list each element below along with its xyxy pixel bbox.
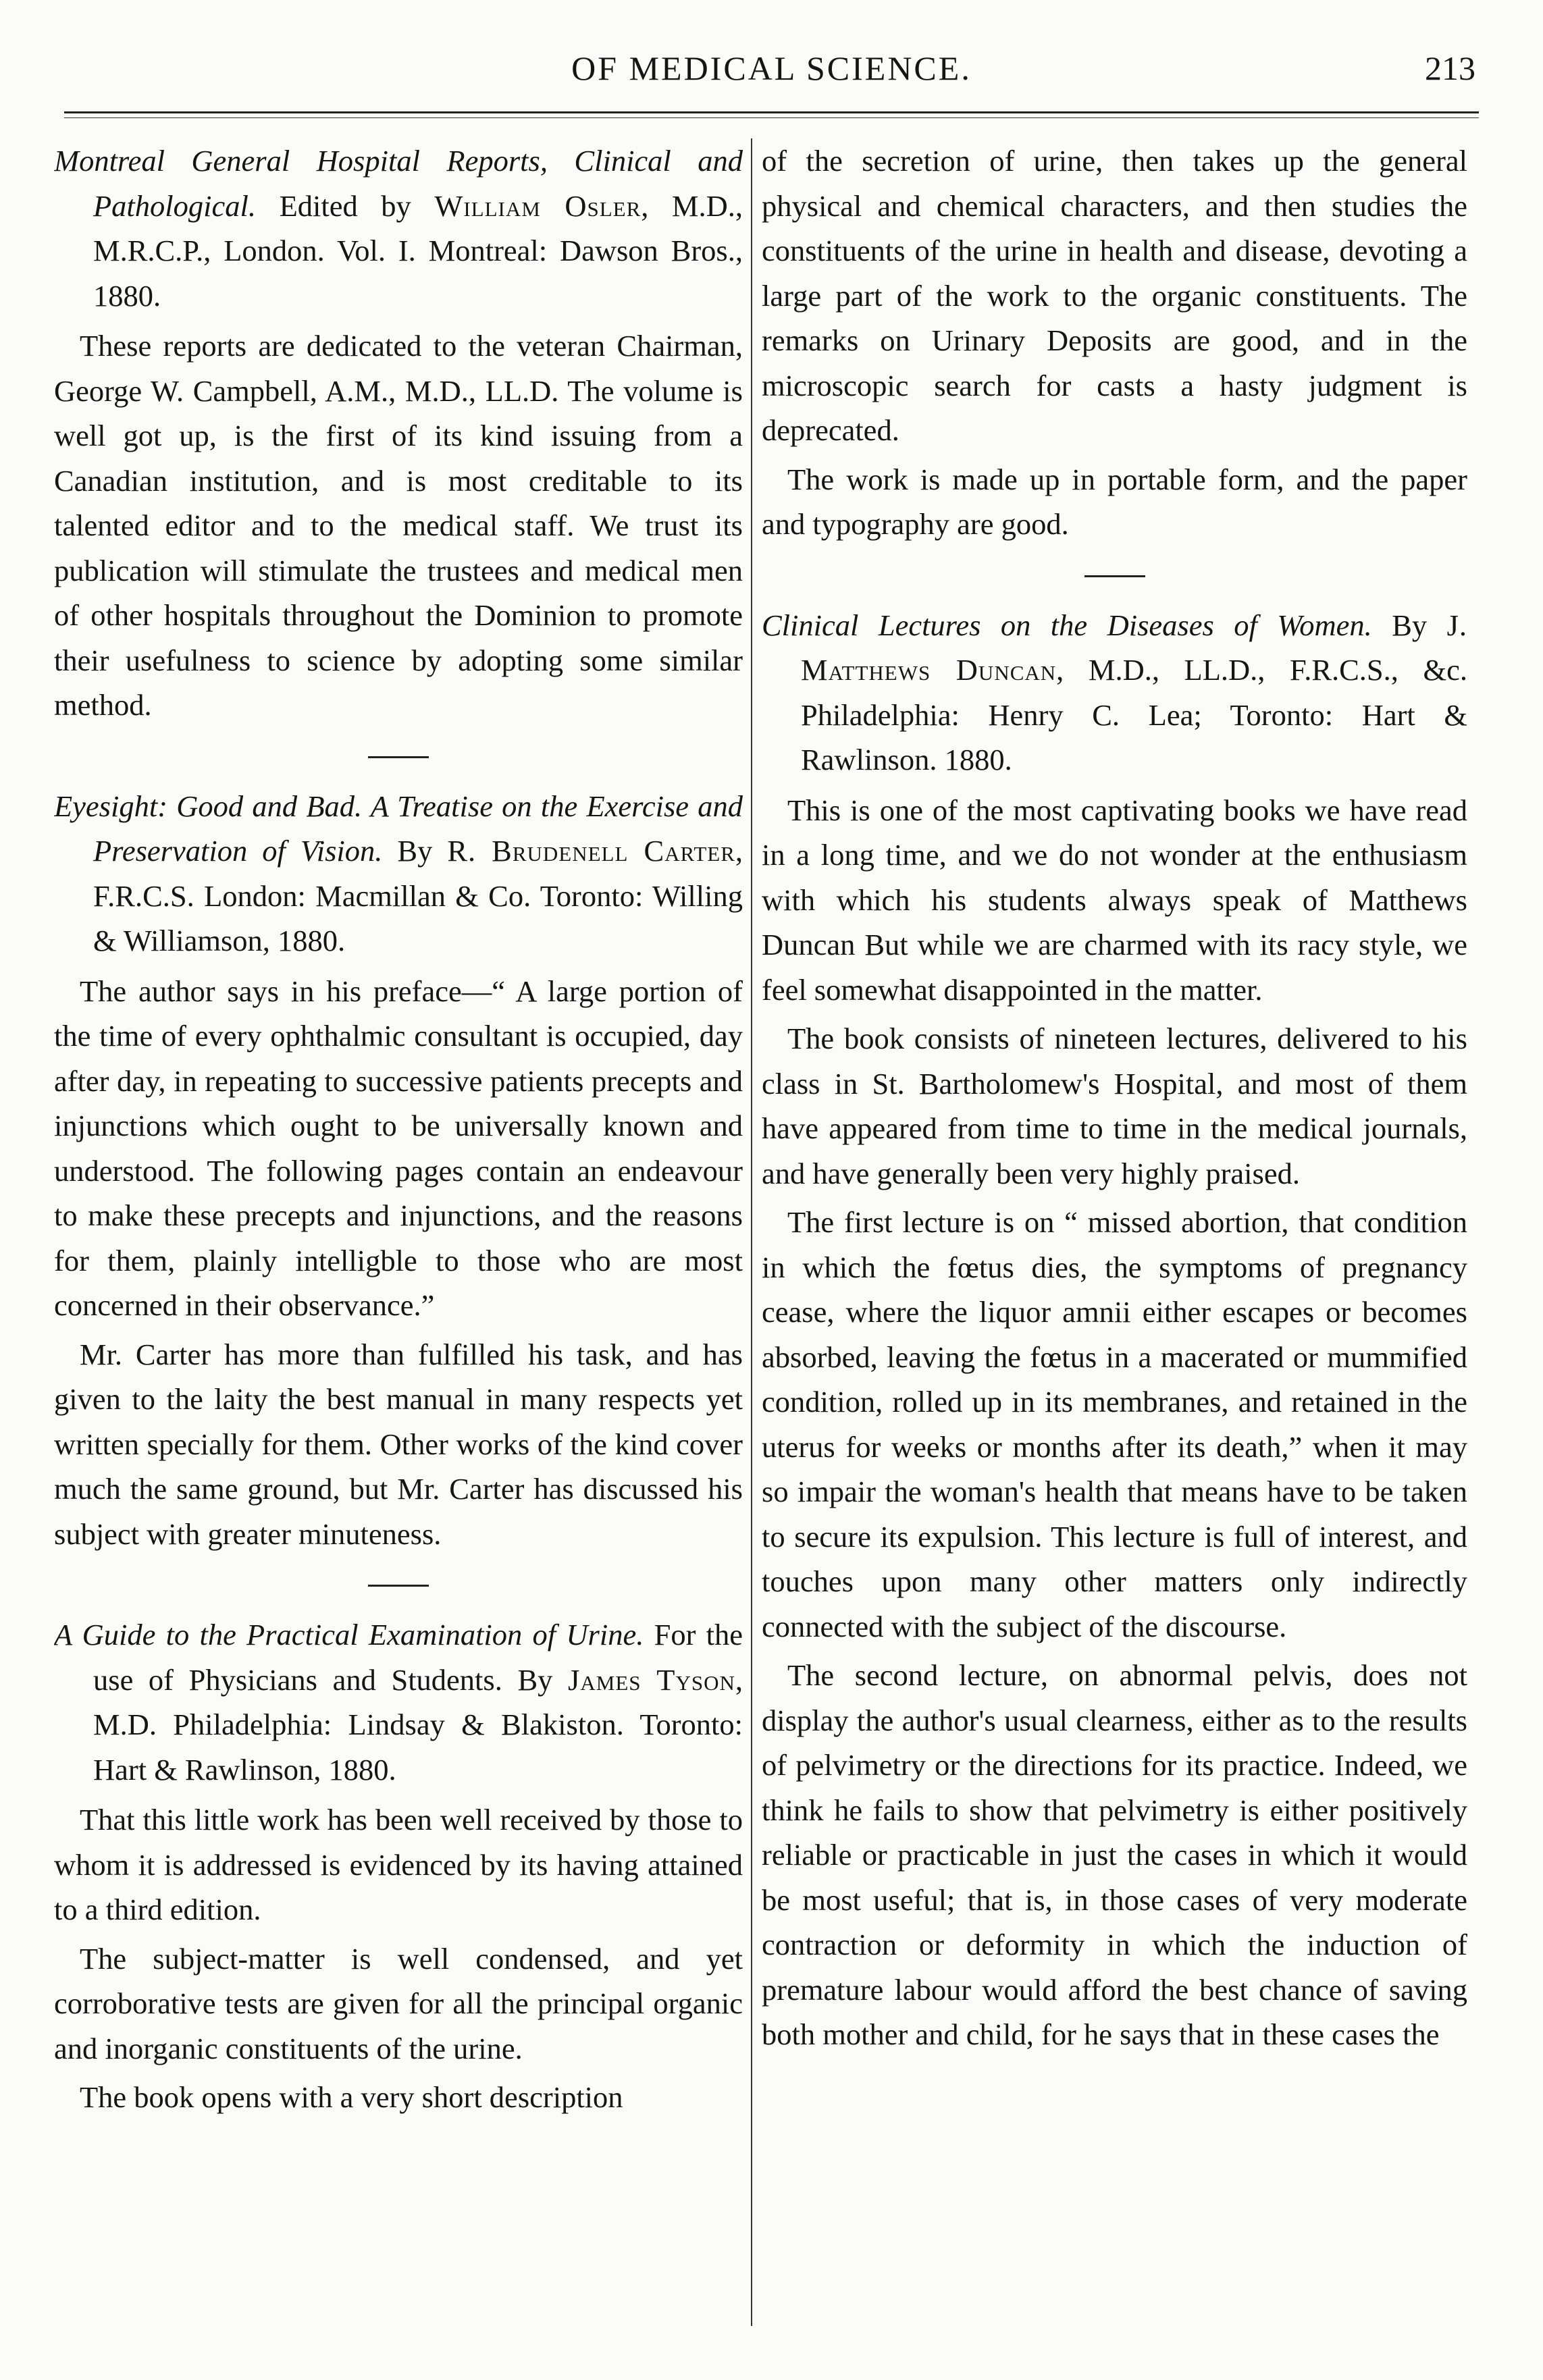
review-paragraph: The author says in his preface—“ A large portion of the time of every ophthalmic consultant is occupied, day after day, in repeating to successive patients precepts and injunctions which ought to be universally known and understood. The following pages contain an endeavour to make these precepts and injunctions, and the reasons for them, plainly intelligble to those who are most concerned in their observance.”: [54, 974, 743, 1322]
author-name: William Osler: [434, 188, 642, 223]
author-name: R. Brudenell Carter: [447, 834, 735, 868]
page-header: [0, 0, 1543, 101]
review-montreal-reports: [54, 138, 743, 728]
review-paragraph: These reports are dedicated to the veteran Chairman, George W. Campbell, A.M., M.D., LL.D. The volume is well got up, is the first of its kind issuing from a Canadian institution, and is most creditable to its talented editor and to the medical staff. We trust its publication will stimulate the trustees and medical men of other hospitals throughout the Dominion to promote their usefulness to science by adopting some similar method.: [54, 329, 743, 722]
author-name: J. Matthews Duncan: [801, 608, 1467, 687]
review-paragraph: The book consists of nineteen lectures, delivered to his class in St. Bartholomew's Hospital, and most of them have appeared from time to time in the medical journals, and have generally been very highly praised.: [762, 1022, 1467, 1190]
review-paragraph: The first lecture is on “ missed abortion, that condition in which the fœtus dies, the symptoms of pregnancy cease, where the liquor amnii either escapes or becomes absorbed, leaving the fœtus in a macerated or mummified condition, rolled up in its membranes, and retained in the uterus for weeks or months after its death,” when it may so impair the woman's health that means have to be taken to secure its expulsion. This lecture is full of interest, and touches upon many other matters only indirectly connected with the subject of the discourse.: [762, 1205, 1467, 1643]
header-rule: [64, 111, 1479, 118]
author-name: James Tyson: [568, 1662, 735, 1697]
review-citation: [54, 138, 743, 318]
review-paragraph: The book opens with a very short description: [80, 2080, 623, 2114]
section-separator: [368, 756, 429, 758]
review-paragraph: Mr. Carter has more than fulfilled his task, and has given to the laity the best manual in many respects yet written specially for them. Other works of the kind cover much the same ground, but Mr. Carter has discussed his subject with greater minuteness.: [54, 1337, 743, 1551]
review-citation: [54, 1612, 743, 1792]
section-separator: [1084, 575, 1145, 577]
right-column: [762, 138, 1467, 2360]
continued-paragraph: of the secretion of urine, then takes up the general physical and chemical characters, and then studies the constituents of the urine in health and disease, devoting a large part of the work to the organic constituents. The remarks on Urinary Deposits are good, and in the microscopic search for casts a hasty judgment is deprecated.: [762, 144, 1467, 447]
review-diseases-of-women: [762, 603, 1467, 2057]
page-number: 213: [1425, 49, 1475, 87]
review-eyesight: [54, 784, 743, 1557]
book-title: A Guide to the Practical Examination of Urine.: [54, 1618, 644, 1651]
book-title: Eyesight: Good and Bad. A Treatise on the Exercise and Preservation of Vision.: [54, 789, 743, 868]
editor-prefix: Edited by: [279, 188, 411, 223]
publication-details: , M.D., M.R.C.P., London. Vol. I. Montreal: Dawson Bros., 1880.: [93, 188, 743, 313]
review-paragraph: This is one of the most captivating books we have read in a long time, and we do not wonder at the enthusiasm with which his students always speak of Matthews Duncan But while we are charmed with its racy style, we feel somewhat disappointed in the matter.: [762, 793, 1467, 1007]
review-urine-guide: [54, 1612, 743, 2120]
book-title: Clinical Lectures on the Diseases of Women.: [762, 608, 1372, 642]
review-citation: [54, 784, 743, 963]
review-paragraph: The subject-matter is well condensed, and yet corroborative tests are given for all the principal organic and inorganic constituents of the urine.: [54, 1941, 743, 2065]
review-paragraph: The work is made up in portable form, and the paper and typography are good.: [762, 462, 1467, 541]
column-divider: [751, 138, 752, 2326]
review-paragraph: That this little work has been well received by those to whom it is addressed is evidenced by its having attained to a third edition.: [54, 1803, 743, 1926]
book-title: Montreal General Hospital Reports, Clinical and Pathological.: [54, 144, 743, 223]
editor-prefix: For the use of Physicians and Students. By: [93, 1618, 743, 1697]
review-citation: [762, 603, 1467, 783]
publication-details: , F.R.C.S. London: Macmillan & Co. Toronto: Willing & Williamson, 1880.: [93, 834, 743, 957]
review-urine-guide-continued: [762, 138, 1467, 547]
publication-details: , M.D., LL.D., F.R.C.S., &c. Philadelphia: Henry C. Lea; Toronto: Hart & Rawlinson. 1880.: [801, 653, 1467, 776]
running-head: OF MEDICAL SCIENCE.: [571, 49, 972, 87]
section-separator: [368, 1585, 429, 1587]
editor-prefix: By: [1392, 608, 1428, 642]
publication-details: , M.D. Philadelphia: Lindsay & Blakiston. Toronto: Hart & Rawlinson, 1880.: [93, 1662, 743, 1787]
left-column: [54, 138, 743, 2360]
editor-prefix: By: [397, 834, 433, 868]
review-paragraph: The second lecture, on abnormal pelvis, does not display the author's usual clearness, either as to the results of pelvimetry or the directions for its practice. Indeed, we think he fails to show that pelvimetry is either positively reliable or practicable in just the cases in which it would be most useful; that is, in those cases of very moderate contraction or deformity in which the induction of premature labour would afford the best chance of saving both mother and child, for he says that in these cases the: [762, 1658, 1467, 2051]
